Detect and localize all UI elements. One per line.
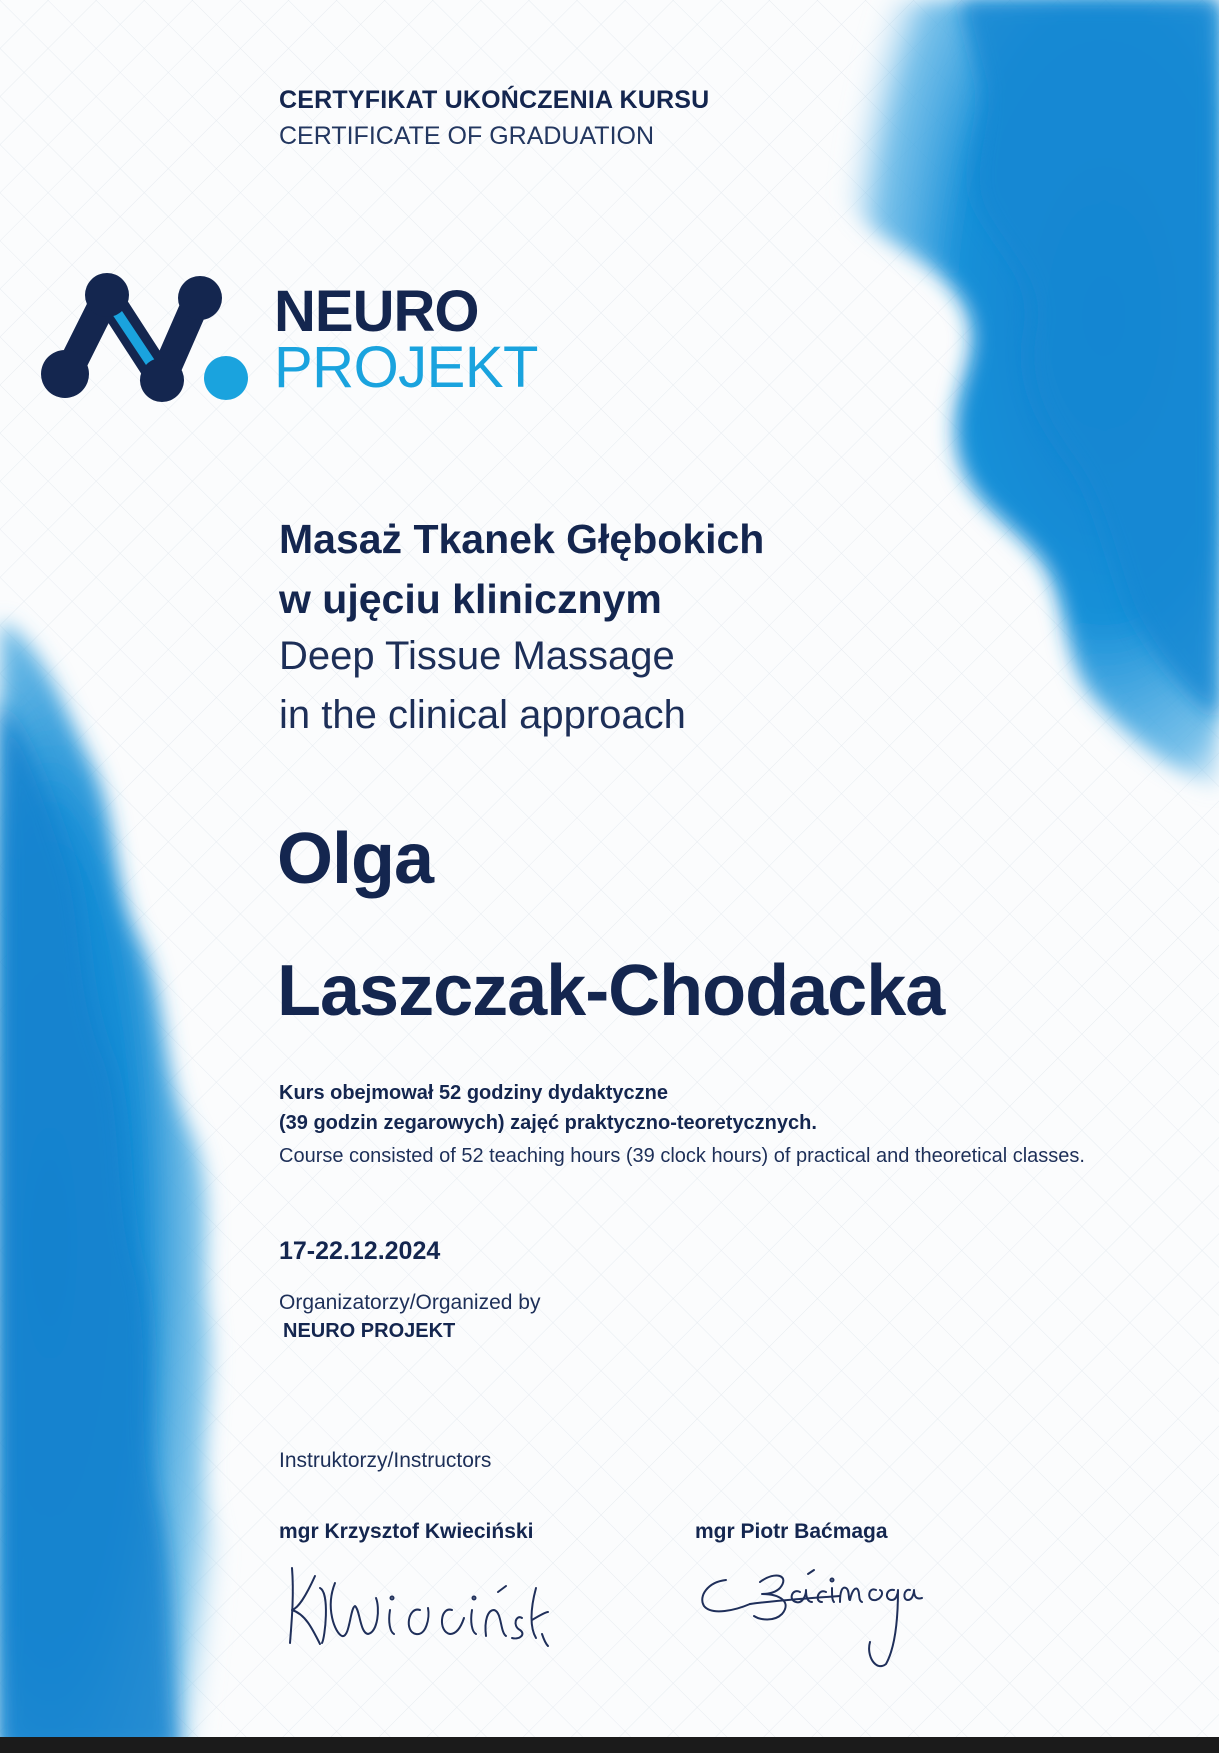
instructor-name-1: mgr Krzysztof Kwieciński: [279, 1520, 534, 1543]
certificate-title-pl: CERTYFIKAT UKOŃCZENIA KURSU: [279, 86, 710, 114]
course-description-pl-line1: Kurs obejmował 52 godziny dydaktyczne: [279, 1082, 668, 1104]
signature-bacmaga: [690, 1546, 940, 1676]
course-title-pl-line2: w ujęciu klinicznym: [279, 576, 662, 622]
instructors-label: Instruktorzy/Instructors: [279, 1449, 492, 1472]
recipient-first-name: Olga: [277, 819, 434, 899]
course-description-en: Course consisted of 52 teaching hours (39 clock hours) of practical and theoretical classes.: [279, 1145, 1085, 1167]
organizer-label: Organizatorzy/Organized by: [279, 1291, 541, 1314]
brand-name-line1: NEURO: [274, 279, 479, 344]
course-date: 17-22.12.2024: [279, 1237, 441, 1265]
brand-name-line2: PROJEKT: [274, 335, 538, 400]
course-title-en-line2: in the clinical approach: [279, 693, 686, 737]
course-title-pl-line1: Masaż Tkanek Głębokich: [279, 516, 765, 562]
signature-kwiecinski: [280, 1548, 550, 1658]
organizer-name: NEURO PROJEKT: [283, 1320, 456, 1342]
recipient-last-name: Laszczak-Chodacka: [277, 951, 945, 1031]
neuro-projekt-molecule-logo-icon: [32, 270, 252, 410]
course-title-en-line1: Deep Tissue Massage: [279, 634, 675, 678]
certificate-title-en: CERTIFICATE OF GRADUATION: [279, 122, 655, 150]
instructor-name-2: mgr Piotr Baćmaga: [695, 1520, 888, 1543]
course-description-pl-line2: (39 godzin zegarowych) zajęć praktyczno-teoretycznych.: [279, 1112, 817, 1134]
scan-edge-bar: [0, 1737, 1219, 1753]
